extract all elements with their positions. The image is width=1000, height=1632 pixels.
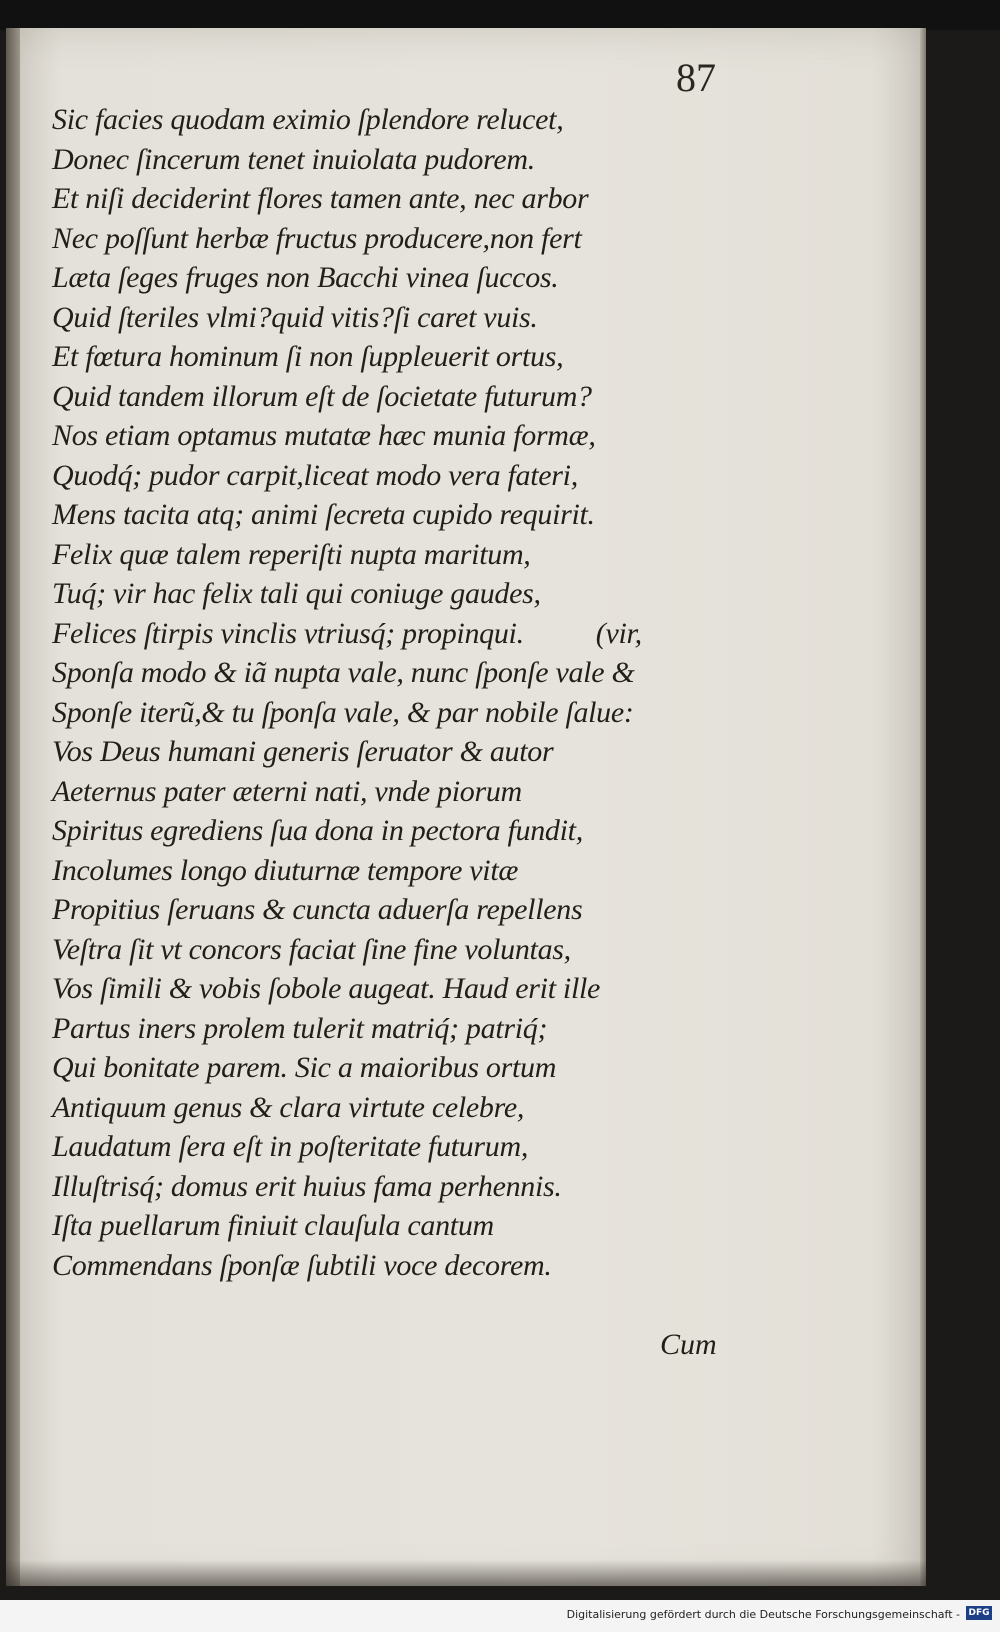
page-bottom-shadow <box>6 1560 926 1586</box>
page-number: 87 <box>676 55 716 100</box>
verse-line: Quid tandem illorum eſt de ſocietate futurum? <box>52 379 592 413</box>
verse-line: Propitius ſeruans & cuncta aduerſa repellens <box>52 893 583 926</box>
verse-line: Mens tacita atq; animi ſecreta cupido requirit. <box>52 498 595 531</box>
verse-line: Sponſe iterũ,& tu ſponſa vale, & par nobile ſalue: <box>52 695 634 729</box>
verse-line: Felices ſtirpis vinclis vtriusq́; propinqui. (vir, <box>52 616 642 650</box>
verse-line: Incolumes longo diuturnæ tempore vitæ <box>52 853 519 887</box>
page-right-edge <box>920 28 926 1586</box>
verse-line: Vos Deus humani generis ſeruator & autor <box>52 735 554 768</box>
dfg-logo-icon[interactable]: DFG <box>966 1606 992 1620</box>
scan-top-border <box>0 0 1000 30</box>
verse-line: Quid ſteriles vlmi?quid vitis?ſi caret vuis. <box>52 300 538 334</box>
verse-line: Antiquum genus & clara virtute celebre, <box>52 1090 525 1124</box>
footer-credit: Digitalisierung gefördert durch die Deutsche Forschungsgemeinschaft - <box>566 1608 960 1621</box>
verse-text <box>52 100 752 1285</box>
verse-line: Illuſtrisq́; domus erit huius fama perhennis. <box>52 1169 562 1203</box>
verse-line: Tuq́; vir hac felix tali qui coniuge gaudes, <box>52 577 541 610</box>
digitization-footer <box>0 1600 1000 1632</box>
verse-line: Nec poſſunt herbæ fructus producere,non fert <box>52 221 582 255</box>
verse-line: Partus iners prolem tulerit matriq́; patriq́; <box>52 1011 548 1045</box>
verse-line: Aeternus pater æterni nati, vnde piorum <box>52 774 522 808</box>
verse-line: Laudatum ſera eſt in poſteritate futurum, <box>52 1130 529 1163</box>
verse-line: Iſta puellarum finiuit clauſula cantum <box>52 1209 494 1242</box>
verse-line: Spiritus egrediens ſua dona in pectora fundit, <box>52 814 583 847</box>
verse-line: Veſtra ſit vt concors faciat ſine fine voluntas, <box>52 932 571 966</box>
verse-line: Donec ſincerum tenet inuiolata pudorem. <box>52 142 535 176</box>
verse-line: Et fœtura hominum ſi non ſuppleuerit ortus, <box>52 340 564 373</box>
verse-line: Qui bonitate parem. Sic a maioribus ortum <box>52 1051 557 1084</box>
verse-line: Læta ſeges fruges non Bacchi vinea ſuccos. <box>52 261 559 294</box>
verse-line: Sic facies quodam eximio ſplendore relucet, <box>52 103 564 136</box>
page-left-edge <box>6 28 20 1586</box>
verse-line: Et niſi deciderint flores tamen ante, nec arbor <box>52 182 589 215</box>
verse-line: Nos etiam optamus mutatæ hæc munia formæ, <box>52 419 596 452</box>
verse-line: Sponſa modo & iã nupta vale, nunc ſponſe vale & <box>52 656 635 689</box>
verse-line: Vos ſimili & vobis ſobole augeat. Haud erit ille <box>52 972 601 1005</box>
catchword: Cum <box>660 1328 717 1361</box>
verse-line: Felix quæ talem reperiſti nupta maritum, <box>52 537 531 571</box>
verse-line: Commendans ſponſæ ſubtili voce decorem. <box>52 1248 552 1282</box>
verse-line: Quodq́; pudor carpit,liceat modo vera fateri, <box>52 458 578 492</box>
